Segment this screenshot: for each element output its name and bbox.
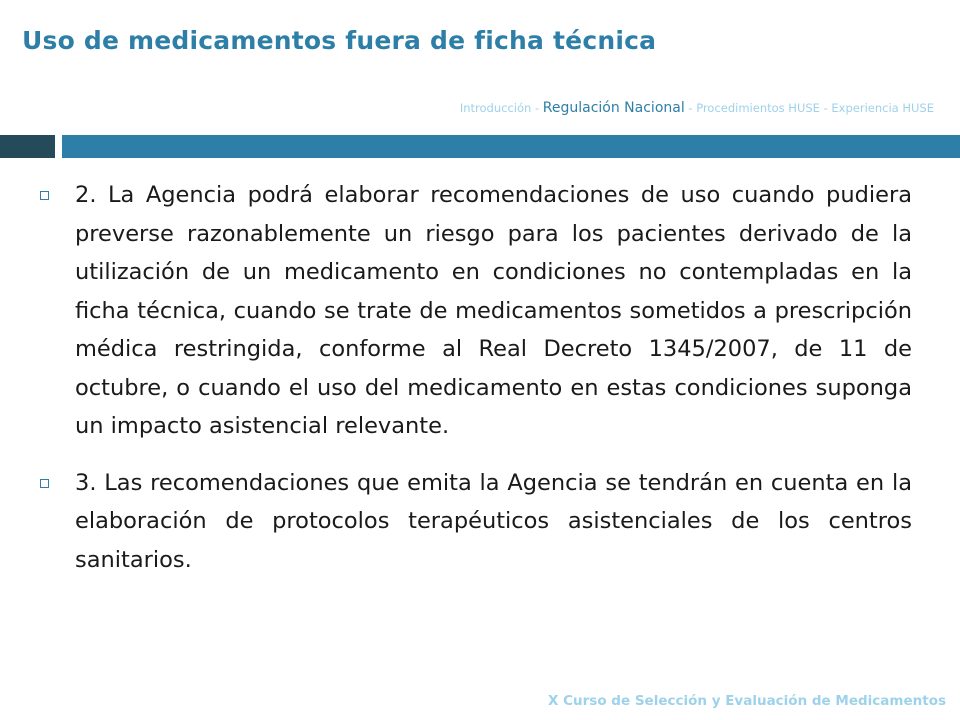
section-nav [460, 100, 934, 116]
header-bar-right [62, 135, 960, 158]
footer-text: X Curso de Selección y Evaluación de Medicamentos [548, 693, 946, 709]
header-bar-left [0, 135, 55, 158]
nav-item-procedimientos-huse[interactable]: Procedimientos HUSE [696, 101, 820, 115]
list-item [40, 464, 912, 580]
bullet-text: 3. Las recomendaciones que emita la Agencia se tendrán en cuenta en la elaboración de protocolos terapéuticos asistenciales de los centros sanitarios. [75, 469, 912, 573]
nav-separator: - [531, 101, 543, 115]
square-bullet-icon [40, 479, 49, 488]
nav-item-experiencia-huse[interactable]: Experiencia HUSE [831, 101, 934, 115]
slide-title: Uso de medicamentos fuera de ficha técnica [22, 26, 657, 55]
list-item [40, 176, 912, 446]
nav-item-introduccion[interactable]: Introducción [459, 101, 532, 115]
square-bullet-icon [40, 191, 49, 200]
nav-item-regulacion-nacional[interactable]: Regulación Nacional [542, 100, 685, 116]
bullet-text: 2. La Agencia podrá elaborar recomendaciones de uso cuando pudiera preverse razonablemente un riesgo para los pacientes derivado de la utilización de un medicamento en condiciones no contempladas en la ficha técnica, cuando se trate de medicamentos sometidos a prescripción médica restringida, conforme al Real Decreto 1345/2007, de 11 de octubre, o cuando el uso del medicamento en estas condiciones suponga un impacto asistencial relevante. [75, 182, 912, 439]
bullet-list [40, 176, 912, 597]
nav-separator: - [684, 101, 697, 115]
nav-separator: - [819, 101, 832, 115]
